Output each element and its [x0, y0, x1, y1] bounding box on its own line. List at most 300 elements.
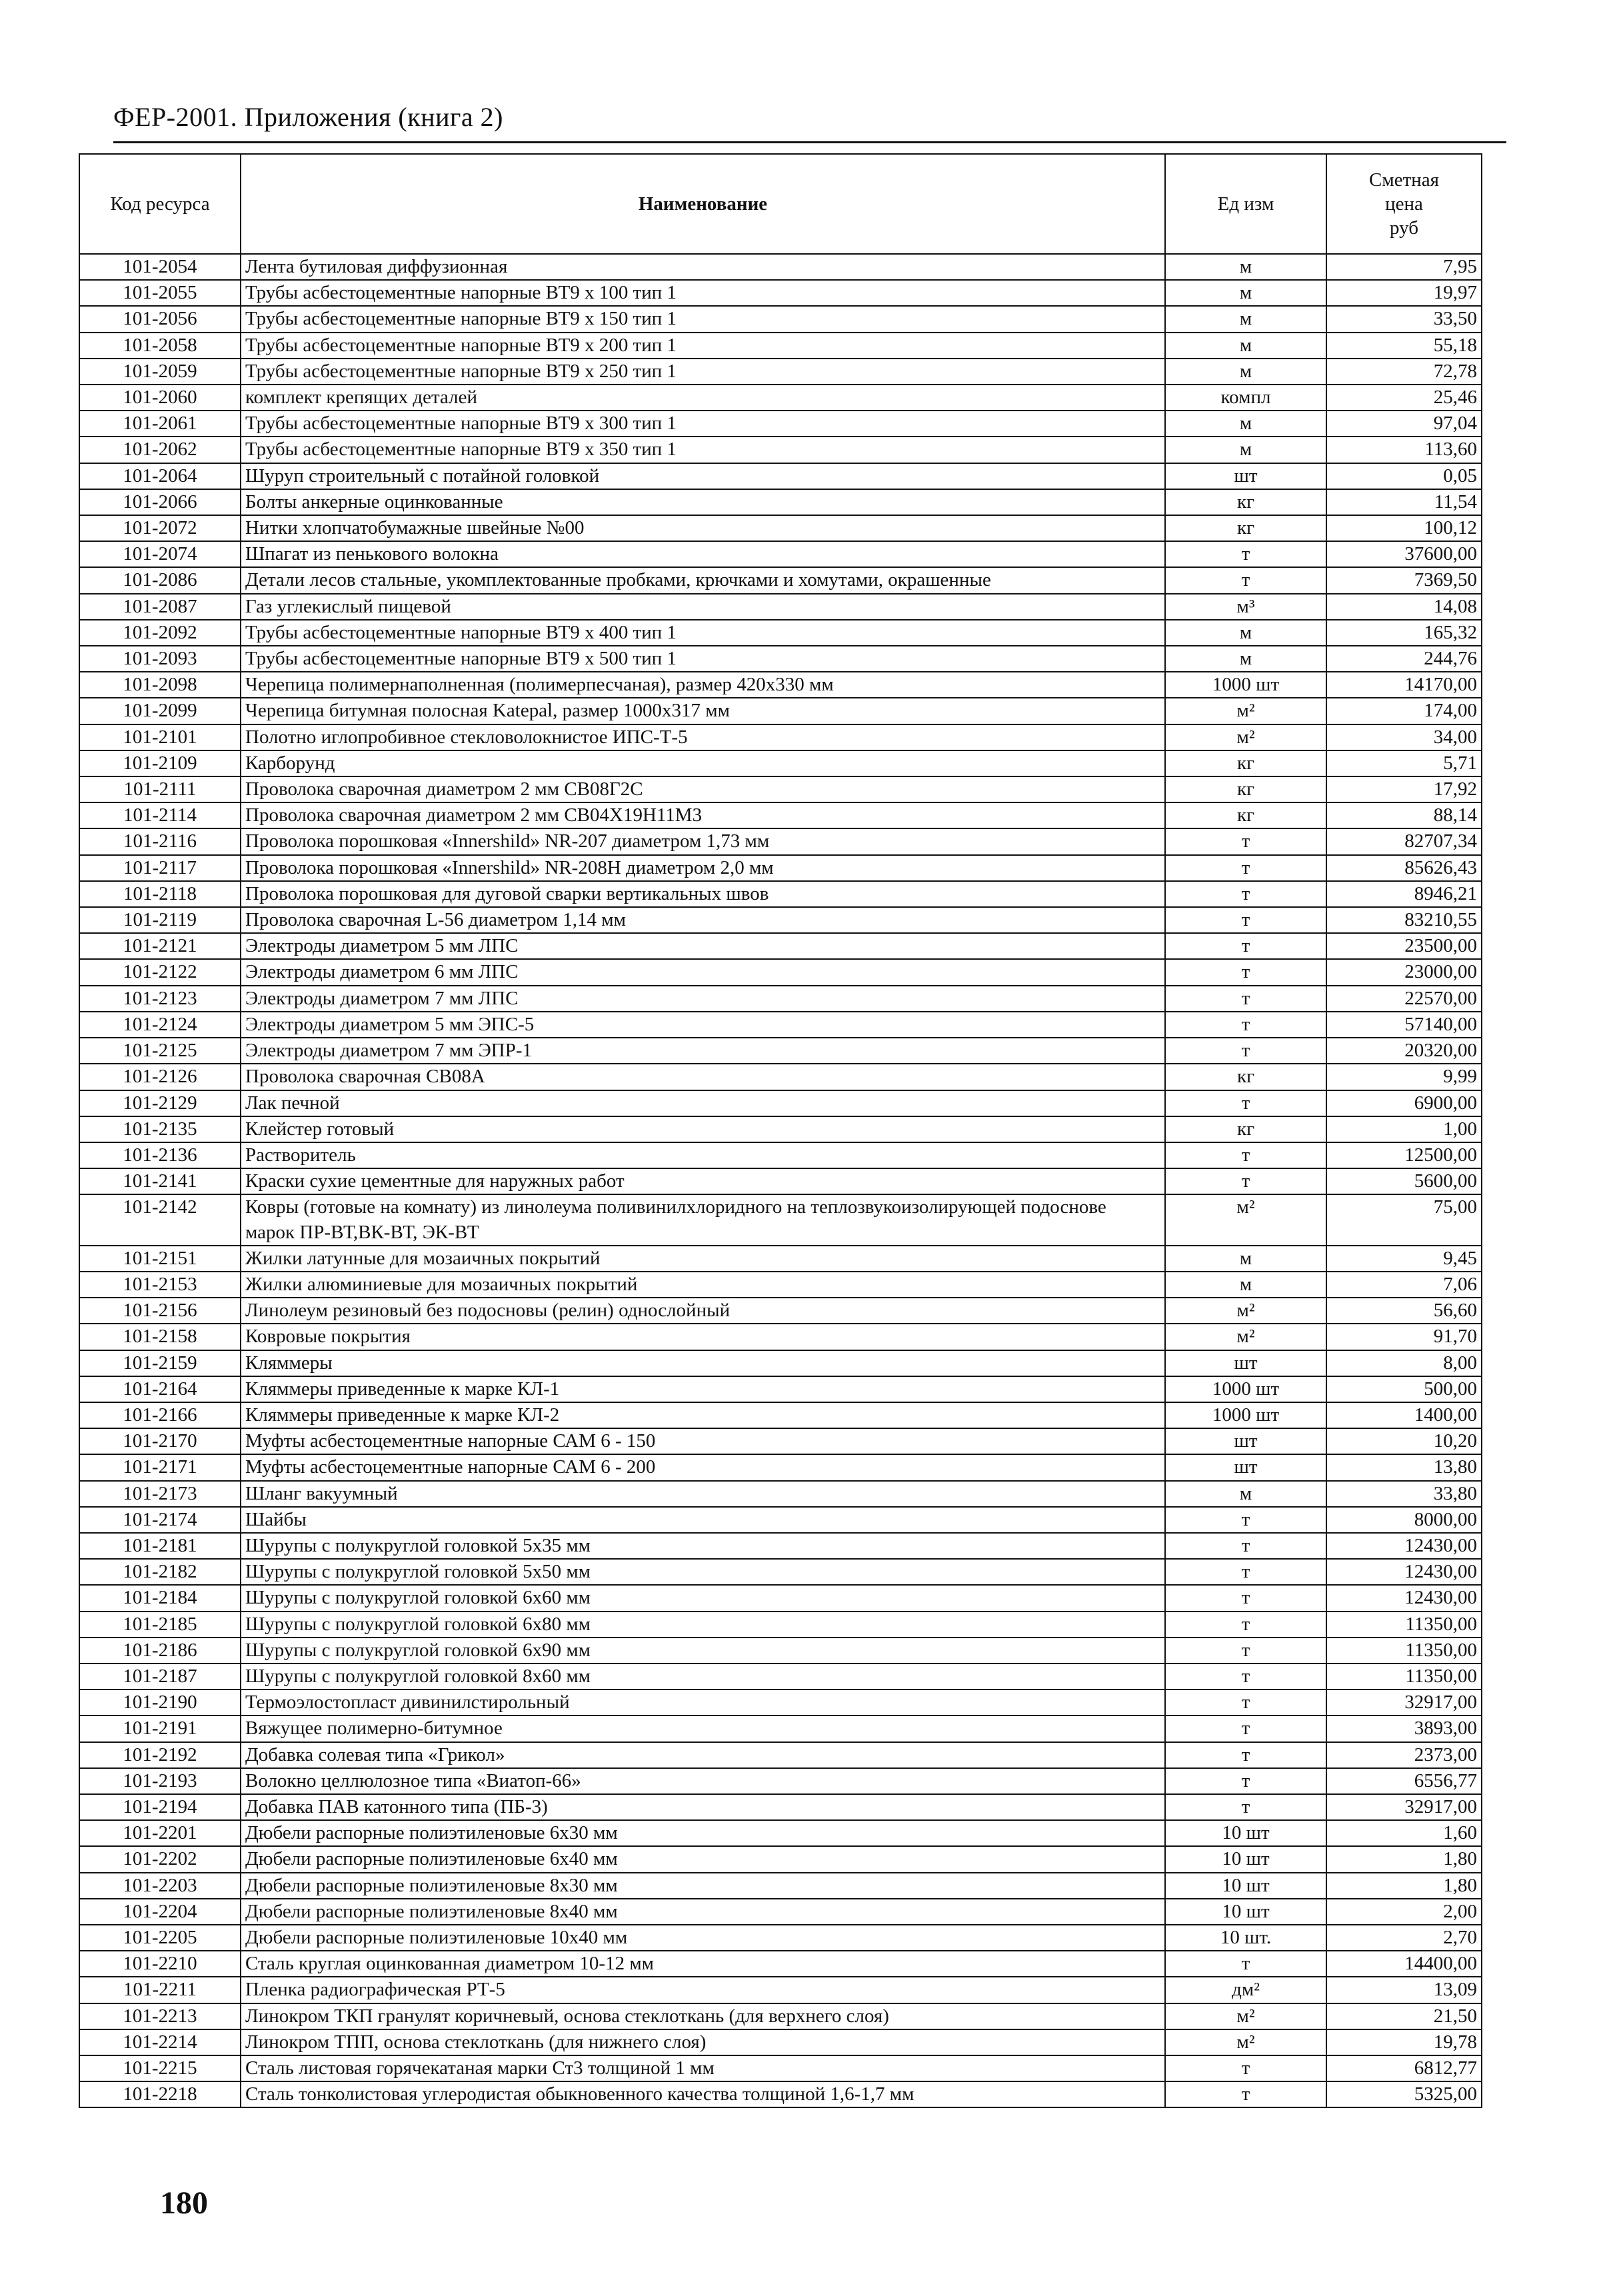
- price-cell: 5325,00: [1326, 2081, 1482, 2107]
- code-cell: 101-2213: [79, 2003, 241, 2029]
- unit-cell: т: [1165, 986, 1326, 1012]
- code-cell: 101-2059: [79, 359, 241, 385]
- price-cell: 113,60: [1326, 437, 1482, 463]
- price-cell: 88,14: [1326, 802, 1482, 828]
- code-cell: 101-2153: [79, 1272, 241, 1298]
- code-cell: 101-2056: [79, 306, 241, 332]
- code-cell: 101-2122: [79, 959, 241, 985]
- table-row: [79, 646, 1482, 672]
- name-cell: Дюбели распорные полиэтиленовые 6х40 мм: [241, 1846, 1165, 1872]
- code-cell: 101-2126: [79, 1064, 241, 1090]
- code-cell: 101-2214: [79, 2029, 241, 2055]
- code-cell: 101-2111: [79, 776, 241, 802]
- unit-cell: т: [1165, 959, 1326, 985]
- unit-cell: м²: [1165, 698, 1326, 724]
- code-cell: 101-2109: [79, 750, 241, 776]
- code-cell: 101-2174: [79, 1507, 241, 1533]
- price-cell: 14400,00: [1326, 1951, 1482, 1977]
- unit-cell: т: [1165, 1507, 1326, 1533]
- unit-cell: т: [1165, 1612, 1326, 1638]
- code-cell: 101-2101: [79, 724, 241, 750]
- table-row: [79, 1428, 1482, 1454]
- table-row: [79, 594, 1482, 620]
- price-cell: 23000,00: [1326, 959, 1482, 985]
- table-row: [79, 1820, 1482, 1846]
- table-row: [79, 1038, 1482, 1064]
- price-cell: 13,09: [1326, 1977, 1482, 2003]
- name-cell: Электроды диаметром 5 мм ЭПС-5: [241, 1012, 1165, 1038]
- unit-cell: кг: [1165, 489, 1326, 515]
- unit-cell: 1000 шт: [1165, 672, 1326, 698]
- column-header-price: Сметная цена руб: [1326, 154, 1482, 254]
- table-row: [79, 828, 1482, 854]
- unit-cell: 10 шт: [1165, 1873, 1326, 1899]
- price-cell: 14,08: [1326, 594, 1482, 620]
- name-cell: Трубы асбестоцементные напорные ВТ9 х 150 тип 1: [241, 306, 1165, 332]
- table-row: [79, 1142, 1482, 1168]
- code-cell: 101-2117: [79, 855, 241, 881]
- name-cell: Линолеум резиновый без подосновы (релин) однослойный: [241, 1298, 1165, 1324]
- name-cell: Муфты асбестоцементные напорные САМ 6 - 150: [241, 1428, 1165, 1454]
- price-cell: 25,46: [1326, 385, 1482, 411]
- name-cell: Черепица битумная полосная Katepal, размер 1000х317 мм: [241, 698, 1165, 724]
- price-cell: 32917,00: [1326, 1690, 1482, 1716]
- unit-cell: т: [1165, 1533, 1326, 1559]
- price-cell: 100,12: [1326, 515, 1482, 541]
- price-cell: 12430,00: [1326, 1533, 1482, 1559]
- name-cell: Ковры (готовые на комнату) из линолеума поливинилхлоридного на теплозвукоизолирующей подоснове марок ПР-ВТ,ВК-ВТ, ЭК-ВТ: [241, 1194, 1165, 1245]
- code-cell: 101-2156: [79, 1298, 241, 1324]
- price-cell: 2373,00: [1326, 1742, 1482, 1768]
- name-cell: Трубы асбестоцементные напорные ВТ9 х 400 тип 1: [241, 620, 1165, 646]
- unit-cell: т: [1165, 1664, 1326, 1690]
- price-cell: 20320,00: [1326, 1038, 1482, 1064]
- unit-cell: т: [1165, 1559, 1326, 1585]
- code-cell: 101-2182: [79, 1559, 241, 1585]
- unit-cell: т: [1165, 1090, 1326, 1116]
- table-row: [79, 1194, 1482, 1245]
- code-cell: 101-2218: [79, 2081, 241, 2107]
- name-cell: Кляммеры приведенные к марке КЛ-2: [241, 1402, 1165, 1428]
- price-cell: 165,32: [1326, 620, 1482, 646]
- price-cell: 9,45: [1326, 1246, 1482, 1272]
- table-row: [79, 1559, 1482, 1585]
- price-cell: 174,00: [1326, 698, 1482, 724]
- code-cell: 101-2187: [79, 1664, 241, 1690]
- unit-cell: м²: [1165, 1194, 1326, 1245]
- column-header-unit: Ед изм: [1165, 154, 1326, 254]
- price-cell: 2,00: [1326, 1899, 1482, 1925]
- table-row: [79, 1533, 1482, 1559]
- price-cell: 6556,77: [1326, 1768, 1482, 1794]
- name-cell: Линокром ТКП гранулят коричневый, основа стеклоткань (для верхнего слоя): [241, 2003, 1165, 2029]
- column-header-name: Наименование: [241, 154, 1165, 254]
- name-cell: Черепица полимернаполненная (полимерпесчаная), размер 420х330 мм: [241, 672, 1165, 698]
- name-cell: Проволока сварочная диаметром 2 мм СВ08Г2С: [241, 776, 1165, 802]
- unit-cell: кг: [1165, 1116, 1326, 1142]
- table-row: [79, 1977, 1482, 2003]
- code-cell: 101-2114: [79, 802, 241, 828]
- table-row: [79, 1873, 1482, 1899]
- code-cell: 101-2151: [79, 1246, 241, 1272]
- price-cell: 1,80: [1326, 1873, 1482, 1899]
- price-cell: 6900,00: [1326, 1090, 1482, 1116]
- code-cell: 101-2166: [79, 1402, 241, 1428]
- name-cell: Шпагат из пенькового волокна: [241, 541, 1165, 567]
- table-row: [79, 1742, 1482, 1768]
- price-cell: 12500,00: [1326, 1142, 1482, 1168]
- code-cell: 101-2116: [79, 828, 241, 854]
- price-cell: 7,06: [1326, 1272, 1482, 1298]
- name-cell: Электроды диаметром 7 мм ЭПР-1: [241, 1038, 1165, 1064]
- unit-cell: шт: [1165, 1454, 1326, 1480]
- unit-cell: м: [1165, 254, 1326, 280]
- code-cell: 101-2087: [79, 594, 241, 620]
- table-row: [79, 385, 1482, 411]
- price-cell: 3893,00: [1326, 1716, 1482, 1741]
- price-cell: 500,00: [1326, 1376, 1482, 1402]
- price-cell: 12430,00: [1326, 1559, 1482, 1585]
- price-cell: 11,54: [1326, 489, 1482, 515]
- unit-cell: м²: [1165, 2029, 1326, 2055]
- code-cell: 101-2136: [79, 1142, 241, 1168]
- code-cell: 101-2142: [79, 1194, 241, 1245]
- table-row: [79, 463, 1482, 489]
- name-cell: Дюбели распорные полиэтиленовые 8х40 мм: [241, 1899, 1165, 1925]
- name-cell: Дюбели распорные полиэтиленовые 10х40 мм: [241, 1925, 1165, 1951]
- table-row: [79, 1846, 1482, 1872]
- page-header: ФЕР-2001. Приложения (книга 2): [113, 102, 503, 132]
- name-cell: Пленка радиографическая РТ-5: [241, 1977, 1165, 2003]
- price-cell: 22570,00: [1326, 986, 1482, 1012]
- price-cell: 57140,00: [1326, 1012, 1482, 1038]
- unit-cell: шт: [1165, 1428, 1326, 1454]
- name-cell: Трубы асбестоцементные напорные ВТ9 х 300 тип 1: [241, 411, 1165, 437]
- unit-cell: т: [1165, 1585, 1326, 1611]
- price-cell: 8000,00: [1326, 1507, 1482, 1533]
- price-cell: 19,97: [1326, 280, 1482, 306]
- header-rule: [113, 141, 1506, 143]
- name-cell: Проволока сварочная диаметром 2 мм СВ04Х19Н11М3: [241, 802, 1165, 828]
- name-cell: Лента бутиловая диффузионная: [241, 254, 1165, 280]
- price-cell: 32917,00: [1326, 1794, 1482, 1820]
- page-number: 180: [160, 2185, 208, 2221]
- table-row: [79, 881, 1482, 907]
- table-body: [79, 254, 1482, 2107]
- code-cell: 101-2099: [79, 698, 241, 724]
- code-cell: 101-2119: [79, 907, 241, 933]
- unit-cell: дм²: [1165, 1977, 1326, 2003]
- unit-cell: т: [1165, 1742, 1326, 1768]
- name-cell: Добавка солевая типа «Грикол»: [241, 1742, 1165, 1768]
- table-row: [79, 1402, 1482, 1428]
- table-row: [79, 986, 1482, 1012]
- price-cell: 34,00: [1326, 724, 1482, 750]
- price-cell: 7,95: [1326, 254, 1482, 280]
- table-row: [79, 1116, 1482, 1142]
- name-cell: Жилки алюминиевые для мозаичных покрытий: [241, 1272, 1165, 1298]
- price-cell: 5600,00: [1326, 1168, 1482, 1194]
- name-cell: Термоэлостопласт дивинилстирольный: [241, 1690, 1165, 1716]
- code-cell: 101-2173: [79, 1481, 241, 1507]
- table-row: [79, 959, 1482, 985]
- table-row: [79, 1168, 1482, 1194]
- table-row: [79, 1690, 1482, 1716]
- table-row: [79, 1925, 1482, 1951]
- table-row: [79, 489, 1482, 515]
- name-cell: Шуруп строительный с потайной головкой: [241, 463, 1165, 489]
- name-cell: Проволока сварочная L-56 диаметром 1,14 мм: [241, 907, 1165, 933]
- table-row: [79, 776, 1482, 802]
- name-cell: Шайбы: [241, 1507, 1165, 1533]
- table-row: [79, 1638, 1482, 1664]
- code-cell: 101-2124: [79, 1012, 241, 1038]
- unit-cell: 10 шт.: [1165, 1925, 1326, 1951]
- name-cell: Шланг вакуумный: [241, 1481, 1165, 1507]
- price-cell: 11350,00: [1326, 1612, 1482, 1638]
- table-row: [79, 907, 1482, 933]
- code-cell: 101-2215: [79, 2055, 241, 2081]
- price-cell: 55,18: [1326, 333, 1482, 359]
- unit-cell: т: [1165, 1168, 1326, 1194]
- table-row: [79, 1481, 1482, 1507]
- code-cell: 101-2203: [79, 1873, 241, 1899]
- unit-cell: т: [1165, 1690, 1326, 1716]
- code-cell: 101-2086: [79, 567, 241, 593]
- table-row: [79, 698, 1482, 724]
- name-cell: Жилки латунные для мозаичных покрытий: [241, 1246, 1165, 1272]
- code-cell: 101-2072: [79, 515, 241, 541]
- name-cell: Кляммеры приведенные к марке КЛ-1: [241, 1376, 1165, 1402]
- code-cell: 101-2121: [79, 933, 241, 959]
- name-cell: Газ углекислый пищевой: [241, 594, 1165, 620]
- code-cell: 101-2093: [79, 646, 241, 672]
- code-cell: 101-2125: [79, 1038, 241, 1064]
- code-cell: 101-2186: [79, 1638, 241, 1664]
- price-cell: 21,50: [1326, 2003, 1482, 2029]
- price-cell: 9,99: [1326, 1064, 1482, 1090]
- table-row: [79, 1585, 1482, 1611]
- unit-cell: м²: [1165, 1324, 1326, 1350]
- price-cell: 97,04: [1326, 411, 1482, 437]
- table-row: [79, 1768, 1482, 1794]
- code-cell: 101-2129: [79, 1090, 241, 1116]
- unit-cell: т: [1165, 1794, 1326, 1820]
- table-row: [79, 359, 1482, 385]
- unit-cell: т: [1165, 2055, 1326, 2081]
- name-cell: Сталь листовая горячекатаная марки Ст3 толщиной 1 мм: [241, 2055, 1165, 2081]
- unit-cell: т: [1165, 1768, 1326, 1794]
- price-cell: 8,00: [1326, 1350, 1482, 1376]
- table-row: [79, 1064, 1482, 1090]
- table-row: [79, 254, 1482, 280]
- unit-cell: т: [1165, 1142, 1326, 1168]
- table-row: [79, 437, 1482, 463]
- table-row: [79, 1507, 1482, 1533]
- unit-cell: м: [1165, 280, 1326, 306]
- code-cell: 101-2058: [79, 333, 241, 359]
- unit-cell: кг: [1165, 515, 1326, 541]
- name-cell: Трубы асбестоцементные напорные ВТ9 х 200 тип 1: [241, 333, 1165, 359]
- unit-cell: кг: [1165, 802, 1326, 828]
- unit-cell: 10 шт: [1165, 1846, 1326, 1872]
- price-cell: 10,20: [1326, 1428, 1482, 1454]
- name-cell: Детали лесов стальные, укомплектованные пробками, крючками и хомутами, окрашенные: [241, 567, 1165, 593]
- name-cell: Волокно целлюлозное типа «Виатоп-66»: [241, 1768, 1165, 1794]
- price-cell: 75,00: [1326, 1194, 1482, 1245]
- table-row: [79, 1298, 1482, 1324]
- code-cell: 101-2064: [79, 463, 241, 489]
- name-cell: Проволока сварочная СВ08А: [241, 1064, 1165, 1090]
- price-cell: 37600,00: [1326, 541, 1482, 567]
- name-cell: Шурупы с полукруглой головкой 5х35 мм: [241, 1533, 1165, 1559]
- name-cell: Шурупы с полукруглой головкой 5х50 мм: [241, 1559, 1165, 1585]
- code-cell: 101-2184: [79, 1585, 241, 1611]
- table-row: [79, 541, 1482, 567]
- price-cell: 85626,43: [1326, 855, 1482, 881]
- table-row: [79, 306, 1482, 332]
- unit-cell: м²: [1165, 724, 1326, 750]
- code-cell: 101-2092: [79, 620, 241, 646]
- unit-cell: 10 шт: [1165, 1820, 1326, 1846]
- name-cell: Шурупы с полукруглой головкой 8х60 мм: [241, 1664, 1165, 1690]
- code-cell: 101-2141: [79, 1168, 241, 1194]
- name-cell: Трубы асбестоцементные напорные ВТ9 х 350 тип 1: [241, 437, 1165, 463]
- table-row: [79, 333, 1482, 359]
- name-cell: Клейстер готовый: [241, 1116, 1165, 1142]
- price-cell: 17,92: [1326, 776, 1482, 802]
- price-cell: 91,70: [1326, 1324, 1482, 1350]
- code-cell: 101-2066: [79, 489, 241, 515]
- code-cell: 101-2181: [79, 1533, 241, 1559]
- name-cell: комплект крепящих деталей: [241, 385, 1165, 411]
- name-cell: Шурупы с полукруглой головкой 6х90 мм: [241, 1638, 1165, 1664]
- code-cell: 101-2205: [79, 1925, 241, 1951]
- name-cell: Шурупы с полукруглой головкой 6х60 мм: [241, 1585, 1165, 1611]
- name-cell: Нитки хлопчатобумажные швейные №00: [241, 515, 1165, 541]
- unit-cell: т: [1165, 2081, 1326, 2107]
- code-cell: 101-2201: [79, 1820, 241, 1846]
- price-cell: 14170,00: [1326, 672, 1482, 698]
- unit-cell: м: [1165, 646, 1326, 672]
- unit-cell: компл: [1165, 385, 1326, 411]
- name-cell: Муфты асбестоцементные напорные САМ 6 - 200: [241, 1454, 1165, 1480]
- table-row: [79, 280, 1482, 306]
- table-row: [79, 1612, 1482, 1638]
- unit-cell: кг: [1165, 750, 1326, 776]
- code-cell: 101-2098: [79, 672, 241, 698]
- table-row: [79, 2029, 1482, 2055]
- name-cell: Кляммеры: [241, 1350, 1165, 1376]
- name-cell: Проволока порошковая «Innershіld» NR-208H диаметром 2,0 мм: [241, 855, 1165, 881]
- name-cell: Добавка ПАВ катонного типа (ПБ-3): [241, 1794, 1165, 1820]
- unit-cell: м²: [1165, 2003, 1326, 2029]
- price-cell: 0,05: [1326, 463, 1482, 489]
- name-cell: Полотно иглопробивное стекловолокнистое ИПС-Т-5: [241, 724, 1165, 750]
- code-cell: 101-2193: [79, 1768, 241, 1794]
- table-row: [79, 620, 1482, 646]
- code-cell: 101-2074: [79, 541, 241, 567]
- price-cell: 82707,34: [1326, 828, 1482, 854]
- price-table: [79, 153, 1482, 2108]
- name-cell: Трубы асбестоцементные напорные ВТ9 х 500 тип 1: [241, 646, 1165, 672]
- code-cell: 101-2202: [79, 1846, 241, 1872]
- code-cell: 101-2055: [79, 280, 241, 306]
- code-cell: 101-2164: [79, 1376, 241, 1402]
- price-cell: 12430,00: [1326, 1585, 1482, 1611]
- table-row: [79, 2081, 1482, 2107]
- name-cell: Сталь круглая оцинкованная диаметром 10-12 мм: [241, 1951, 1165, 1977]
- unit-cell: м: [1165, 333, 1326, 359]
- unit-cell: м: [1165, 1272, 1326, 1298]
- code-cell: 101-2192: [79, 1742, 241, 1768]
- code-cell: 101-2185: [79, 1612, 241, 1638]
- price-cell: 7369,50: [1326, 567, 1482, 593]
- unit-cell: т: [1165, 541, 1326, 567]
- unit-cell: т: [1165, 933, 1326, 959]
- code-cell: 101-2060: [79, 385, 241, 411]
- code-cell: 101-2204: [79, 1899, 241, 1925]
- code-cell: 101-2118: [79, 881, 241, 907]
- table-row: [79, 724, 1482, 750]
- price-cell: 72,78: [1326, 359, 1482, 385]
- name-cell: Проволока порошковая для дуговой сварки вертикальных швов: [241, 881, 1165, 907]
- price-cell: 6812,77: [1326, 2055, 1482, 2081]
- table-row: [79, 1272, 1482, 1298]
- unit-cell: т: [1165, 855, 1326, 881]
- name-cell: Дюбели распорные полиэтиленовые 6х30 мм: [241, 1820, 1165, 1846]
- unit-cell: м: [1165, 1481, 1326, 1507]
- name-cell: Сталь тонколистовая углеродистая обыкновенного качества толщиной 1,6-1,7 мм: [241, 2081, 1165, 2107]
- name-cell: Болты анкерные оцинкованные: [241, 489, 1165, 515]
- table-row: [79, 1794, 1482, 1820]
- name-cell: Линокром ТПП, основа стеклоткань (для нижнего слоя): [241, 2029, 1165, 2055]
- price-cell: 13,80: [1326, 1454, 1482, 1480]
- table-row: [79, 855, 1482, 881]
- unit-cell: т: [1165, 1716, 1326, 1741]
- table-row: [79, 1899, 1482, 1925]
- unit-cell: м: [1165, 1246, 1326, 1272]
- unit-cell: т: [1165, 907, 1326, 933]
- table-row: [79, 1324, 1482, 1350]
- unit-cell: т: [1165, 828, 1326, 854]
- code-cell: 101-2194: [79, 1794, 241, 1820]
- name-cell: Вяжущее полимерно-битумное: [241, 1716, 1165, 1741]
- name-cell: Шурупы с полукруглой головкой 6х80 мм: [241, 1612, 1165, 1638]
- unit-cell: т: [1165, 567, 1326, 593]
- table-row: [79, 515, 1482, 541]
- price-cell: 83210,55: [1326, 907, 1482, 933]
- price-cell: 23500,00: [1326, 933, 1482, 959]
- unit-cell: 10 шт: [1165, 1899, 1326, 1925]
- table-row: [79, 750, 1482, 776]
- unit-cell: м: [1165, 437, 1326, 463]
- price-cell: 8946,21: [1326, 881, 1482, 907]
- code-cell: 101-2191: [79, 1716, 241, 1741]
- code-cell: 101-2054: [79, 254, 241, 280]
- price-cell: 33,50: [1326, 306, 1482, 332]
- name-cell: Дюбели распорные полиэтиленовые 8х30 мм: [241, 1873, 1165, 1899]
- price-cell: 1,80: [1326, 1846, 1482, 1872]
- unit-cell: кг: [1165, 776, 1326, 802]
- price-cell: 244,76: [1326, 646, 1482, 672]
- table-row: [79, 1012, 1482, 1038]
- unit-cell: т: [1165, 1038, 1326, 1064]
- table-row: [79, 933, 1482, 959]
- price-cell: 5,71: [1326, 750, 1482, 776]
- table-row: [79, 2003, 1482, 2029]
- table-row: [79, 411, 1482, 437]
